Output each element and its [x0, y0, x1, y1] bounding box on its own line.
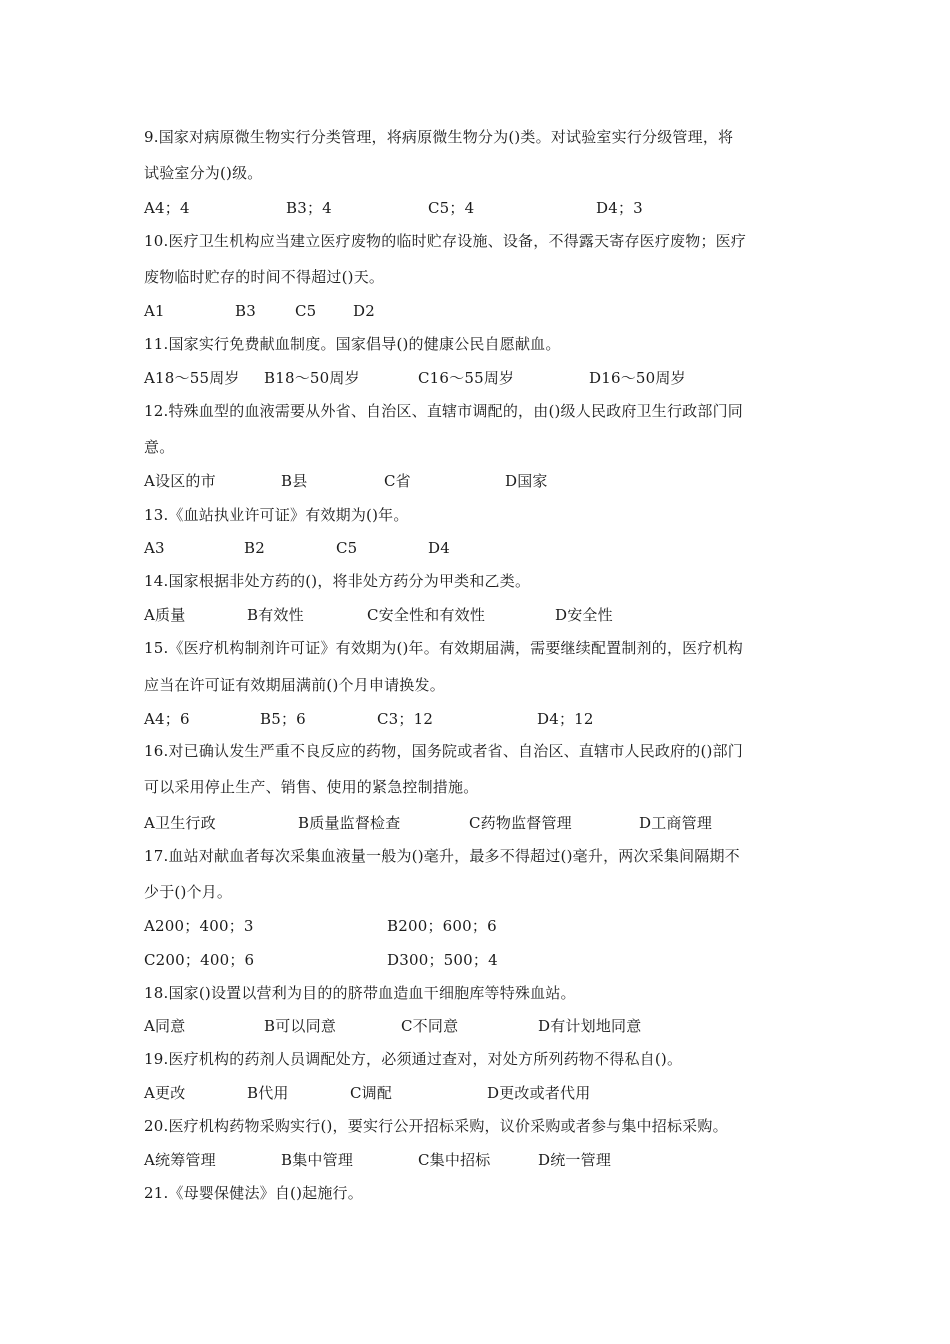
- option-a: A质量: [144, 606, 186, 624]
- option-d: D4；3: [596, 199, 643, 217]
- question-19-stem: 19.医疗机构的药剂人员调配处方，必须通过查对，对处方所列药物不得私自()。: [144, 1050, 683, 1068]
- option-d: D安全性: [555, 606, 613, 624]
- option-a: A同意: [144, 1017, 186, 1035]
- option-a: A4；6: [144, 710, 190, 728]
- option-a: A更改: [144, 1084, 186, 1102]
- option-a: A4；4: [144, 199, 190, 217]
- option-d: D4；12: [537, 710, 594, 728]
- question-16-stem-cont: 可以采用停止生产、销售、使用的紧急控制措施。: [144, 778, 479, 796]
- option-c: C省: [384, 472, 411, 490]
- option-b: B质量监督检查: [298, 814, 401, 832]
- question-21-stem: 21.《母婴保健法》自()起施行。: [144, 1184, 363, 1202]
- option-c: C5；4: [428, 199, 475, 217]
- question-15-stem: 15.《医疗机构制剂许可证》有效期为()年。有效期届满，需要继续配置制剂的，医疗机构: [144, 639, 743, 657]
- option-a: A1: [144, 302, 165, 320]
- option-a: A设区的市: [144, 472, 216, 490]
- question-15-stem-cont: 应当在许可证有效期届满前()个月申请换发。: [144, 676, 445, 694]
- option-d: D国家: [505, 472, 548, 490]
- option-c: C调配: [350, 1084, 393, 1102]
- question-9-stem: 9.国家对病原微生物实行分类管理，将病原微生物分为()类。对试验室实行分级管理，将: [144, 128, 734, 146]
- option-c: C200；400；6: [144, 951, 255, 969]
- option-a: A统筹管理: [144, 1151, 216, 1169]
- option-b: B可以同意: [264, 1017, 337, 1035]
- question-10-stem-cont: 废物临时贮存的时间不得超过()天。: [144, 268, 385, 286]
- question-12-stem-cont: 意。: [144, 438, 175, 456]
- option-c: C集中招标: [418, 1151, 491, 1169]
- option-b: B有效性: [247, 606, 304, 624]
- question-14-stem: 14.国家根据非处方药的()，将非处方药分为甲类和乙类。: [144, 572, 531, 590]
- question-11-stem: 11.国家实行免费献血制度。国家倡导()的健康公民自愿献血。: [144, 335, 561, 353]
- option-b: B5；6: [260, 710, 306, 728]
- option-b: B县: [281, 472, 308, 490]
- question-12-stem: 12.特殊血型的血液需要从外省、自治区、直辖市调配的，由()级人民政府卫生行政部门同: [144, 402, 743, 420]
- option-c: C16～55周岁: [418, 369, 515, 387]
- option-d: D2: [353, 302, 375, 320]
- question-18-stem: 18.国家()设置以营利为目的的脐带血造血干细胞库等特殊血站。: [144, 984, 576, 1002]
- option-c: C3；12: [377, 710, 434, 728]
- option-d: D工商管理: [639, 814, 713, 832]
- question-13-stem: 13.《血站执业许可证》有效期为()年。: [144, 506, 409, 524]
- question-20-stem: 20.医疗机构药物采购实行()，要实行公开招标采购，议价采购或者参与集中招标采购。: [144, 1117, 728, 1135]
- question-9-stem-cont: 试验室分为()级。: [144, 164, 263, 182]
- question-17-stem-cont: 少于()个月。: [144, 883, 233, 901]
- option-d: D更改或者代用: [487, 1084, 591, 1102]
- option-b: B18～50周岁: [264, 369, 360, 387]
- question-10-stem: 10.医疗卫生机构应当建立医疗废物的临时贮存设施、设备，不得露天寄存医疗废物；医疗: [144, 232, 747, 250]
- option-a: A18～55周岁: [144, 369, 240, 387]
- option-b: B200；600；6: [387, 917, 497, 935]
- option-b: B代用: [247, 1084, 289, 1102]
- option-c: C5: [336, 539, 358, 557]
- option-c: C药物监督管理: [469, 814, 572, 832]
- option-b: B3；4: [286, 199, 332, 217]
- option-b: B2: [244, 539, 265, 557]
- option-a: A3: [144, 539, 165, 557]
- option-b: B集中管理: [281, 1151, 354, 1169]
- question-16-stem: 16.对已确认发生严重不良反应的药物，国务院或者省、自治区、直辖市人民政府的()部门: [144, 742, 743, 760]
- option-c: C不同意: [401, 1017, 459, 1035]
- option-b: B3: [235, 302, 256, 320]
- option-d: D4: [428, 539, 450, 557]
- option-c: C5: [295, 302, 317, 320]
- option-d: D300；500；4: [387, 951, 498, 969]
- question-17-stem: 17.血站对献血者每次采集血液量一般为()毫升，最多不得超过()毫升，两次采集间隔期不: [144, 847, 740, 865]
- option-d: D统一管理: [538, 1151, 612, 1169]
- option-d: D有计划地同意: [538, 1017, 642, 1035]
- option-c: C安全性和有效性: [367, 606, 486, 624]
- option-a: A200；400；3: [144, 917, 254, 935]
- option-a: A卫生行政: [144, 814, 216, 832]
- option-d: D16～50周岁: [589, 369, 686, 387]
